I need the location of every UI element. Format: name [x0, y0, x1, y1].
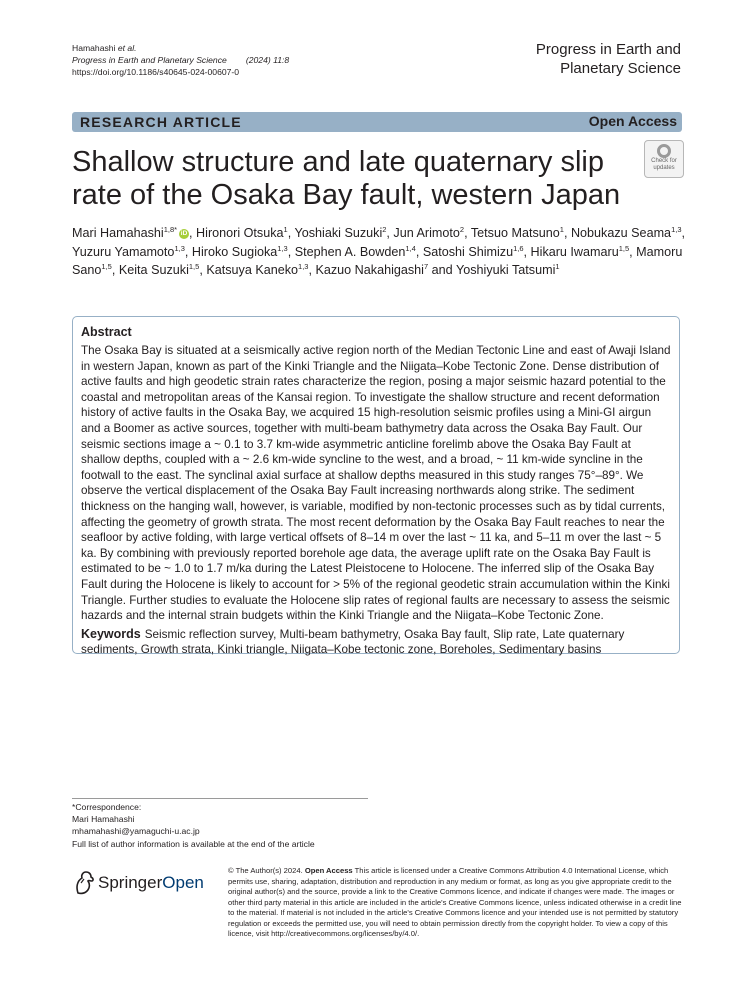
- article-title: Shallow structure and late quaternary slip rate of the Osaka Bay fault, western Japan: [72, 146, 621, 211]
- author-affiliation: 1,8*: [163, 224, 178, 234]
- license-url[interactable]: http://creativecommons.org/licenses/by/4.0/: [271, 929, 418, 938]
- author-name: Satoshi Shimizu: [422, 244, 514, 259]
- author-affiliation: 7: [424, 261, 429, 271]
- author-list: Mari Hamahashi$^{1,8*}$ iD , Hironori Otsuka$^1$, Yoshiaki Suzuki$^2$, Jun Arimoto$^2$, Tetsuo Matsuno$^1$, Nobukazu Seama$^{1,3}$, Yuzuru Yamamoto$^{1,3}$, Hiroko Sugioka$^{1,3}$, Stephen A. Bowden$^{1,4}$, Satoshi Shimizu$^{1,6}$, Hikaru Iwamaru$^{1,5}$, Mamoru Sano$^{1,5}$, Keita Suzuki$^{1,5}$, Katsuya Kaneko$^{1,3}$, Kazuo Nakahigashi$^7$ and Yoshiyuki Tatsumi$^1$: [72, 224, 686, 277]
- article-type-label: RESEARCH ARTICLE: [80, 114, 242, 130]
- author-name: Keita Suzuki: [118, 263, 189, 277]
- license-text: [228, 866, 683, 940]
- author-name: Kazuo Nakahigashi: [315, 263, 424, 277]
- correspondence-name: Mari Hamahashi: [72, 814, 135, 825]
- keywords-label: Keywords: [81, 626, 141, 641]
- author-affiliation: 1,3: [277, 243, 288, 253]
- license-prefix: © The Author(s) 2024.: [228, 866, 303, 875]
- header-doi-link[interactable]: https://doi.org/10.1186/s40645-024-00607-0: [72, 67, 240, 77]
- abstract-heading: Abstract: [81, 325, 132, 339]
- badge-line2: updates: [653, 164, 675, 171]
- journal-name-line1: Progress in Earth and: [535, 41, 681, 58]
- author-name: Hiroko Sugioka: [191, 244, 278, 259]
- author-name: Yoshiaki Suzuki: [294, 226, 383, 240]
- journal-name-line2: Planetary Science: [560, 60, 681, 77]
- author-name: Nobukazu Seama: [570, 226, 672, 240]
- license-end: .: [417, 929, 420, 938]
- author-affiliation: 1,4: [405, 243, 416, 253]
- header-journal: Progress in Earth and Planetary Science: [72, 55, 227, 65]
- author-affiliation: 1: [555, 261, 560, 271]
- correspondence-label: *Correspondence:: [72, 802, 142, 812]
- running-header: [72, 42, 289, 78]
- author-affiliation: 1: [559, 224, 564, 234]
- author-name: Jun Arimoto: [393, 226, 460, 240]
- springer-open-logo: [72, 867, 212, 897]
- author-name: Tetsuo Matsuno: [470, 226, 560, 240]
- keywords: [81, 627, 672, 658]
- license-body: This article is licensed under a Creative Commons Attribution 4.0 International License, which permits use, sharing, adaptation, distribution and reproduction in any medium or format, as long as you give appropriate credit to the original author(s) and the source, provide a link to the Creative Commons licence, and indicate if changes were made. The images or other third party material in this article are included in the article's Creative Commons licence, unless indicated otherwise in a credit line to the material. If material is not included in the article's Creative Commons licence and your intended use is not permitted by statutory regulation or exceeds the permitted use, you will need to obtain permission directly from the copyright holder. To view a copy of this licence, visit: [228, 866, 682, 938]
- license-open-access: Open Access: [304, 866, 353, 875]
- author-name: Hironori Otsuka: [196, 226, 284, 240]
- author-affiliation: 1,5: [101, 261, 112, 271]
- author-affiliation: 1,5: [618, 243, 630, 253]
- badge-line1: Check for: [651, 158, 677, 164]
- check-updates-icon: [657, 144, 671, 158]
- orcid-icon[interactable]: iD: [180, 229, 188, 237]
- abstract-text: The Osaka Bay is situated at a seismically active region north of the Median Tectonic Line and east of Awaji Island in western Japan, known as part of the Kinki Triangle and the Niigata–Kobe Tectonic Zone. Dense distribution of active faults and high geodetic strain rates characterize the region, posing a major seismic hazard potential to the coastal and metropolitan areas of the Kansai region. To investigate the shallow structure and recent deformation history of active faults in the Osaka Bay, we acquired 15 high-resolution seismic profiles using a Mini-GI airgun and a Boomer as active sources, together with multi-beam bathymetry data across the Osaka Bay Fault. Our seismic sections image a ~ 0.1 to 3.7 km-wide asymmetric anticline forelimb above the Osaka Bay Fault at shallow depths, coupled with a ~ 2.6 km-wide syncline to the west, and a broad, ~ 11 km-wide syncline in the footwall to the east. The synclinal axial surface at shallow depths measured in this study ranges 75°–89°. We observe the vertical displacement of the Osaka Bay Fault increasing northwards along strike. The sediment thickness on the hanging wall, however, is variable, modified by non-tectonic processes such as by tidal currents, affecting the geometry of growth strata. The most recent deformation by the Osaka Bay Fault reaches to near the seafloor by active folding, with large vertical offsets of 8–14 m over the last ~ 11 ka, and 5–11 m over the last ~ 5 ka. By combining with previously reported borehole age data, the average uplift rate on the Osaka Bay Fault is estimated to be ~ 1.0 to 1.7 m/ka during the Latest Pleistocene to Holocene. The inferred slip of the Osaka Bay Fault during the Holocene is likely to account for > 5% of the regional geodetic strain accumulation within the Kinki Triangle. Further studies to evaluate the Holocene slip rates of regional faults are necessary to assess the seismic hazards and the internal strain budgets within the Kinki Triangle and the Niigata–Kobe Tectonic Zone.: [81, 344, 671, 623]
- author-name: Yoshiyuki Tatsumi: [455, 263, 556, 277]
- header-et-al: et al.: [117, 43, 137, 53]
- journal-name: [536, 40, 681, 78]
- author-name: Mari Hamahashi: [72, 226, 164, 240]
- author-name: Hikaru Iwamaru: [530, 244, 619, 259]
- keywords-list: Seismic reflection survey, Multi-beam bathymetry, Osaka Bay fault, Slip rate, Late quaternary sediments, Growth strata, Kinki triangle, Niigata–Kobe tectonic zone, Boreholes, Sedimentary basins: [81, 627, 625, 657]
- article-type-banner: [72, 112, 682, 132]
- author-affiliation: 1: [283, 224, 288, 234]
- author-affiliation: 1,3: [298, 261, 309, 271]
- author-affiliation: 1,3: [671, 224, 682, 234]
- correspondence-email[interactable]: mhamahashi@yamaguchi-u.ac.jp: [72, 826, 200, 837]
- author-affiliation: 2: [459, 224, 465, 234]
- header-citation: (2024) 11:8: [245, 55, 290, 65]
- springer-horse-icon: [72, 869, 96, 897]
- footnote-divider: [72, 798, 368, 799]
- publisher-suffix: Open: [162, 873, 204, 892]
- author-info-note: Full list of author information is available at the end of the article: [72, 838, 315, 849]
- author-name: Katsuya Kaneko: [206, 263, 299, 277]
- author-affiliation: 2: [382, 224, 387, 234]
- author-name: Mamoru Sano: [72, 244, 683, 277]
- header-author: Hamahashi: [72, 43, 116, 53]
- check-for-updates-badge[interactable]: [644, 140, 684, 178]
- author-affiliation: 1,3: [174, 243, 185, 253]
- open-access-label: Open Access: [588, 113, 677, 129]
- author-name: Yuzuru Yamamoto: [72, 244, 175, 259]
- author-name: Stephen A. Bowden: [294, 244, 406, 259]
- abstract-box: [72, 316, 680, 657]
- publisher-name: Springer: [98, 873, 163, 892]
- author-affiliation: 1,5: [188, 261, 200, 271]
- correspondence: [72, 801, 315, 850]
- author-affiliation: 1,6: [513, 243, 524, 253]
